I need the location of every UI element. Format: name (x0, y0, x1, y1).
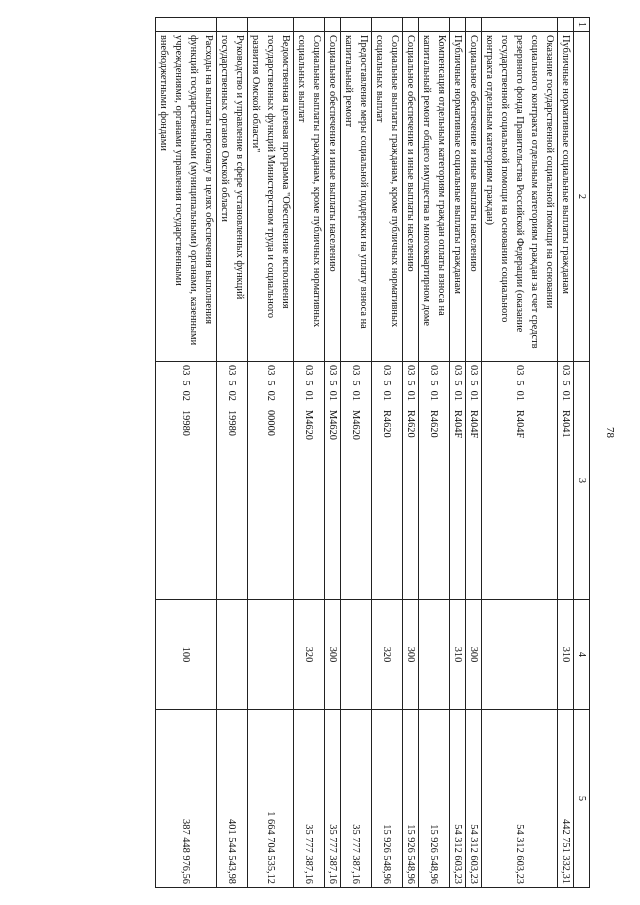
direction-code: R404F (468, 409, 479, 439)
amount: 54 312 603,23 (466, 710, 482, 888)
direction-code: R404F (514, 409, 525, 439)
subprogram-code: 5 (405, 380, 416, 386)
subprogram-code: 5 (350, 380, 362, 386)
direction-code: R4620 (381, 409, 393, 438)
direction-code: R404F (452, 409, 463, 439)
main-event-code: 01 (327, 390, 338, 401)
program-code: 03 (327, 365, 338, 376)
row-number-cell (325, 18, 341, 32)
direction-code: 00000 (265, 409, 276, 436)
target-article-code (482, 362, 558, 600)
row-number-cell (482, 18, 558, 32)
program-code: 03 (350, 365, 362, 376)
expense-type-code (341, 600, 372, 710)
header-col-4: 4 (574, 600, 590, 710)
header-col-2: 2 (574, 32, 590, 362)
header-row (574, 18, 590, 888)
target-article-code (372, 362, 403, 600)
expense-name: Руководство и управление в сфере установленных функций государственных органов Омской области (217, 32, 248, 362)
table-row (482, 18, 558, 888)
row-number-cell (248, 18, 294, 32)
target-article-code (466, 362, 482, 600)
main-event-code: 01 (350, 390, 362, 401)
amount: 387 448 976,56 (156, 710, 217, 888)
subprogram-code: 5 (226, 380, 238, 386)
subprogram-code: 5 (428, 380, 440, 386)
expense-type-code: 320 (294, 600, 325, 710)
direction-code: R4620 (405, 409, 416, 438)
main-event-code: 01 (303, 390, 315, 401)
main-event-code: 01 (428, 390, 440, 401)
amount: 15 926 548,96 (372, 710, 403, 888)
table-row (372, 18, 403, 888)
amount: 35 777 387,16 (341, 710, 372, 888)
target-article-code (419, 362, 450, 600)
subprogram-code: 5 (468, 380, 479, 386)
program-code: 03 (468, 365, 479, 376)
row-number-cell (372, 18, 403, 32)
table-row (466, 18, 482, 888)
subprogram-code: 5 (265, 380, 276, 386)
table-row (419, 18, 450, 888)
direction-code: R4041 (560, 409, 571, 438)
expense-type-code: 100 (156, 600, 217, 710)
row-number-cell (450, 18, 466, 32)
target-article-code (325, 362, 341, 600)
expense-name: Социальные выплаты гражданам, кроме публичных нормативных социальных выплат (372, 32, 403, 362)
direction-code: M4620 (350, 409, 362, 441)
subprogram-code: 5 (327, 380, 338, 386)
rotated-sheet (65, 17, 620, 887)
expense-type-code (419, 600, 450, 710)
row-number-cell (466, 18, 482, 32)
expense-type-code: 320 (372, 600, 403, 710)
subprogram-code: 5 (303, 380, 315, 386)
amount: 1 664 704 535,12 (248, 710, 294, 888)
target-article-code (341, 362, 372, 600)
table-row (156, 18, 217, 888)
subprogram-code: 5 (180, 380, 192, 386)
expense-name: Социальные выплаты гражданам, кроме публичных нормативных социальных выплат (294, 32, 325, 362)
row-number-cell (341, 18, 372, 32)
amount: 15 926 548,96 (419, 710, 450, 888)
direction-code: 19980 (226, 409, 238, 436)
expense-name: Предоставление меры социальной поддержки на уплату взноса на капитальный ремонт (341, 32, 372, 362)
page-number: 78 (604, 427, 616, 438)
expense-name: Социальное обеспечение и иные выплаты населению (466, 32, 482, 362)
direction-code: M4620 (303, 409, 315, 441)
program-code: 03 (265, 365, 276, 376)
expense-name: Социальное обеспечение и иные выплаты населению (403, 32, 419, 362)
expense-type-code (482, 600, 558, 710)
subprogram-code: 5 (560, 380, 571, 386)
expense-type-code: 310 (558, 600, 574, 710)
table-row (403, 18, 419, 888)
direction-code: 19980 (180, 409, 192, 436)
amount: 35 777 387,16 (294, 710, 325, 888)
table-row (450, 18, 466, 888)
target-article-code (450, 362, 466, 600)
main-event-code: 02 (265, 390, 276, 401)
header-col-1: 1 (574, 18, 590, 32)
main-event-code: 01 (452, 390, 463, 401)
expense-type-code: 300 (466, 600, 482, 710)
expense-name: Компенсация отдельным категориям граждан оплаты взноса на капитальный ремонт общего имущества в многоквартирном доме (419, 32, 450, 362)
amount: 15 926 548,96 (403, 710, 419, 888)
table-row (248, 18, 294, 888)
expense-type-code (248, 600, 294, 710)
amount: 442 751 332,31 (558, 710, 574, 888)
program-code: 03 (405, 365, 416, 376)
target-article-code (294, 362, 325, 600)
subprogram-code: 5 (381, 380, 393, 386)
expense-name: Социальное обеспечение и иные выплаты населению (325, 32, 341, 362)
amount: 54 312 603,23 (482, 710, 558, 888)
expense-name: Оказание государственной социальной помощи на основании социального контракта отдельным категориям граждан за счет средств резервного фонда Правительства Российской Федерации (оказание государственной социальной помощи на основании социального контракта отдельным категориям граждан) (482, 32, 558, 362)
table-row (341, 18, 372, 888)
header-col-5: 5 (574, 710, 590, 888)
target-article-code (248, 362, 294, 600)
expense-type-code (217, 600, 248, 710)
main-event-code: 01 (514, 390, 525, 401)
direction-code: M4620 (327, 409, 338, 441)
program-code: 03 (428, 365, 440, 376)
header-col-3: 3 (574, 362, 590, 600)
main-event-code: 02 (226, 390, 238, 401)
main-event-code: 01 (468, 390, 479, 401)
subprogram-code: 5 (514, 380, 525, 386)
row-number-cell (403, 18, 419, 32)
program-code: 03 (180, 365, 192, 376)
expense-type-code: 300 (325, 600, 341, 710)
direction-code: R4620 (428, 409, 440, 438)
table-row (294, 18, 325, 888)
expense-name: Ведомственная целевая программа "Обеспечение исполнения государственных функций Министерством труда и социального развития Омской области" (248, 32, 294, 362)
amount: 54 312 603,23 (450, 710, 466, 888)
target-article-code (217, 362, 248, 600)
amount: 401 544 543,98 (217, 710, 248, 888)
row-number-cell (217, 18, 248, 32)
table-row (558, 18, 574, 888)
target-article-code (156, 362, 217, 600)
subprogram-code: 5 (452, 380, 463, 386)
target-article-code (558, 362, 574, 600)
row-number-cell (156, 18, 217, 32)
budget-table (155, 17, 590, 888)
program-code: 03 (560, 365, 571, 376)
program-code: 03 (452, 365, 463, 376)
expense-type-code: 300 (403, 600, 419, 710)
expense-type-code: 310 (450, 600, 466, 710)
expense-name: Публичные нормативные социальные выплаты гражданам (450, 32, 466, 362)
expense-name: Публичные нормативные социальные выплаты гражданам (558, 32, 574, 362)
amount: 35 777 387,16 (325, 710, 341, 888)
table-row (217, 18, 248, 888)
row-number-cell (419, 18, 450, 32)
target-article-code (403, 362, 419, 600)
program-code: 03 (514, 365, 525, 376)
program-code: 03 (226, 365, 238, 376)
main-event-code: 01 (560, 390, 571, 401)
program-code: 03 (381, 365, 393, 376)
row-number-cell (558, 18, 574, 32)
table-row (325, 18, 341, 888)
main-event-code: 02 (180, 390, 192, 401)
expense-name: Расходы на выплаты персоналу в целях обеспечения выполнения функций государственными (муниципальными) органами, казенными учреждениями, органами управления государственными внебюджетными фондами (156, 32, 217, 362)
row-number-cell (294, 18, 325, 32)
main-event-code: 01 (405, 390, 416, 401)
main-event-code: 01 (381, 390, 393, 401)
program-code: 03 (303, 365, 315, 376)
